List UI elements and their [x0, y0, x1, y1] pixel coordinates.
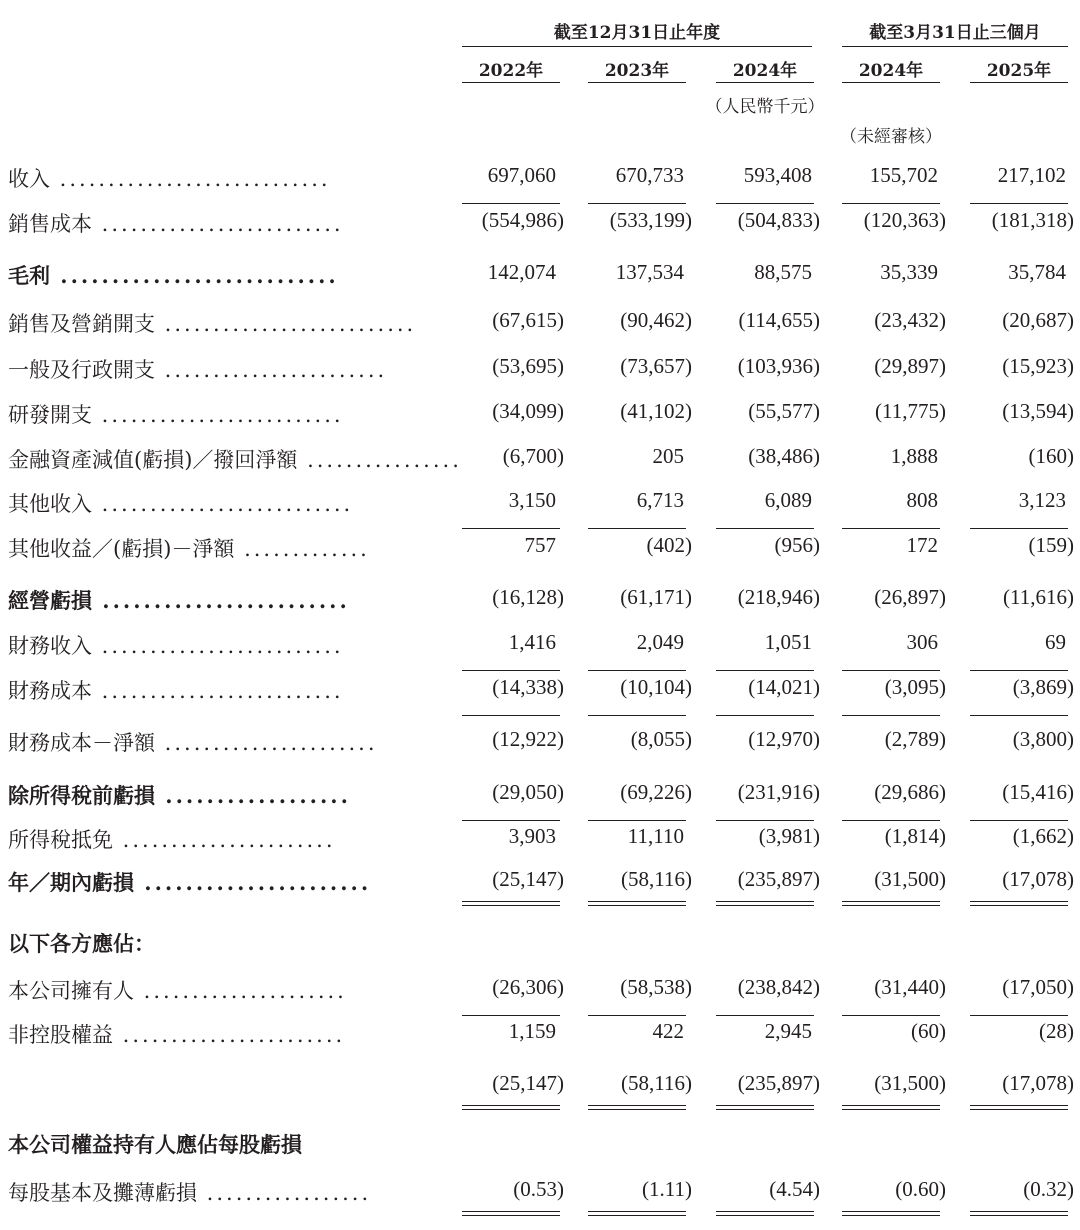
total-double-rule [716, 1211, 814, 1216]
row-label [8, 260, 339, 290]
row-value: 137,534 [615, 260, 684, 284]
subtotal-rule [462, 203, 560, 204]
row-label [8, 354, 387, 384]
leader-dots: ......................... [92, 634, 344, 658]
row-label [8, 780, 351, 810]
row-value: (2,789) [884, 727, 946, 751]
row-value: (31,500) [874, 1071, 946, 1095]
row-value: (1,814) [884, 824, 946, 848]
subtotal-rule [970, 715, 1068, 716]
row-value: (12,970) [748, 727, 820, 751]
row-value: (13,594) [1002, 399, 1074, 423]
row-value: (218,946) [737, 585, 820, 609]
group-header-year: 截至12月31日止年度 [553, 23, 721, 43]
total-double-rule [970, 1211, 1068, 1216]
subtotal-rule [842, 715, 940, 716]
total-double-rule [842, 1211, 940, 1216]
subtotal-rule [970, 1015, 1068, 1016]
row-value: 88,575 [754, 260, 812, 284]
row-value: (20,687) [1002, 308, 1074, 332]
row-value: (29,686) [874, 780, 946, 804]
subtotal-rule [462, 1015, 560, 1016]
row-value: (25,147) [492, 1071, 564, 1095]
row-value: (25,147) [492, 867, 564, 891]
leader-dots: ..................... [134, 979, 347, 1003]
row-value: (60) [911, 1019, 946, 1043]
row-label-text: 銷售成本 [8, 212, 92, 236]
row-value: (11,616) [1003, 585, 1074, 609]
leader-dots: ........................ [92, 588, 350, 613]
row-value: (10,104) [620, 675, 692, 699]
subtotal-rule [842, 820, 940, 821]
row-label [8, 533, 370, 563]
row-value: (6,700) [502, 444, 564, 468]
row-value: 172 [906, 533, 938, 557]
row-label [8, 1019, 345, 1049]
row-value: (61,171) [620, 585, 692, 609]
leader-dots: ........................... [50, 263, 339, 288]
leader-dots: ......................... [92, 679, 344, 703]
row-value: 1,051 [764, 630, 812, 654]
col-header-2022: 2022年 [478, 61, 544, 81]
subtotal-rule [970, 670, 1068, 671]
row-value: 3,903 [508, 824, 556, 848]
row-value: 3,123 [1018, 488, 1066, 512]
row-value: (159) [1028, 533, 1074, 557]
leader-dots: .......................... [155, 312, 417, 336]
row-value: (58,116) [621, 867, 692, 891]
row-label [8, 399, 344, 429]
row-label-text: 一般及行政開支 [8, 358, 155, 382]
total-double-rule [462, 1211, 560, 1216]
row-value: (238,842) [737, 975, 820, 999]
leader-dots: ................. [197, 1181, 372, 1205]
row-value: (23,432) [874, 308, 946, 332]
row-value: (3,095) [884, 675, 946, 699]
col-header-rule [716, 82, 814, 83]
col-header-2025-q1: 2025年 [986, 61, 1052, 81]
row-value: (38,486) [748, 444, 820, 468]
total-double-rule [588, 1211, 686, 1216]
row-value: (956) [774, 533, 820, 557]
unaudited-note: （未經審核） [840, 127, 942, 147]
leader-dots: ................ [297, 448, 462, 472]
row-label-text: 每股基本及攤薄虧損 [8, 1181, 197, 1205]
row-value: (0.32) [1023, 1177, 1074, 1201]
row-label [8, 585, 350, 615]
subtotal-rule [588, 670, 686, 671]
currency-note: （人民幣千元） [705, 97, 825, 117]
row-value: 670,733 [615, 163, 684, 187]
col-header-rule [462, 82, 560, 83]
row-label-text: 研發開支 [8, 403, 92, 427]
row-value: 306 [906, 630, 938, 654]
group-header-quarter-rule [842, 46, 1068, 47]
subtotal-rule [462, 715, 560, 716]
row-value: 422 [652, 1019, 684, 1043]
row-label-text: 除所得稅前虧損 [8, 783, 155, 808]
row-value: (17,050) [1002, 975, 1074, 999]
row-label [8, 1129, 302, 1159]
row-value: (26,897) [874, 585, 946, 609]
row-value: (0.53) [513, 1177, 564, 1201]
subtotal-rule [716, 670, 814, 671]
row-label [8, 867, 371, 897]
row-value: 142,074 [487, 260, 556, 284]
row-value: (3,869) [1012, 675, 1074, 699]
leader-dots: ...................... [134, 870, 372, 895]
subtotal-rule [462, 670, 560, 671]
row-label [8, 727, 378, 757]
row-value: 593,408 [743, 163, 812, 187]
row-value: (31,440) [874, 975, 946, 999]
subtotal-rule [970, 203, 1068, 204]
row-value: (26,306) [492, 975, 564, 999]
row-value: (14,338) [492, 675, 564, 699]
row-value: 1,888 [890, 444, 938, 468]
leader-dots: ............................ [50, 167, 331, 191]
subtotal-rule [970, 820, 1068, 821]
row-label-text: 非控股權益 [8, 1023, 113, 1047]
leader-dots: ......................... [92, 403, 344, 427]
total-double-rule [970, 901, 1068, 906]
row-label-text: 毛利 [8, 263, 50, 288]
leader-dots: .................. [155, 783, 351, 808]
subtotal-rule [588, 820, 686, 821]
row-value: 155,702 [869, 163, 938, 187]
total-double-rule [588, 901, 686, 906]
group-header-year-rule [462, 46, 812, 47]
total-double-rule [462, 901, 560, 906]
row-value: (533,199) [609, 208, 692, 232]
subtotal-rule [588, 528, 686, 529]
col-header-2024: 2024年 [732, 61, 798, 81]
row-label-text: 財務成本－淨額 [8, 731, 155, 755]
subtotal-rule [716, 820, 814, 821]
row-value: (235,897) [737, 867, 820, 891]
row-value: (15,416) [1002, 780, 1074, 804]
row-value: (53,695) [492, 354, 564, 378]
leader-dots: ............. [234, 537, 370, 561]
subtotal-rule [462, 528, 560, 529]
row-label-text: 年／期內虧損 [8, 870, 134, 895]
row-label-text: 其他收益／(虧損)－淨額 [8, 537, 235, 561]
leader-dots: ....................... [155, 358, 388, 382]
row-value: 757 [524, 533, 556, 557]
row-value: (12,922) [492, 727, 564, 751]
col-header-rule [970, 82, 1068, 83]
leader-dots: ......................... [92, 212, 344, 236]
row-value: (8,055) [630, 727, 692, 751]
row-label-text: 銷售及營銷開支 [8, 312, 155, 336]
row-value: 697,060 [487, 163, 556, 187]
row-value: (17,078) [1002, 1071, 1074, 1095]
row-value: (28) [1039, 1019, 1074, 1043]
row-label-text: 財務收入 [8, 634, 92, 658]
total-double-rule [716, 1105, 814, 1110]
row-label [8, 824, 336, 854]
subtotal-rule [588, 1015, 686, 1016]
row-value: 35,339 [880, 260, 938, 284]
row-label-text: 其他收入 [8, 492, 92, 516]
row-value: 6,089 [764, 488, 812, 512]
row-label-text: 財務成本 [8, 679, 92, 703]
row-label [8, 163, 331, 193]
row-value: (14,021) [748, 675, 820, 699]
row-label-text: 收入 [8, 167, 50, 191]
row-value: (15,923) [1002, 354, 1074, 378]
row-value: (41,102) [620, 399, 692, 423]
row-value: 6,713 [636, 488, 684, 512]
row-value: (58,538) [620, 975, 692, 999]
row-value: (67,615) [492, 308, 564, 332]
row-value: (34,099) [492, 399, 564, 423]
row-label-text: 以下各方應佔： [8, 931, 155, 956]
row-label [8, 308, 416, 338]
row-value: (4.54) [769, 1177, 820, 1201]
subtotal-rule [716, 203, 814, 204]
row-value: (3,981) [758, 824, 820, 848]
row-value: (103,936) [737, 354, 820, 378]
row-value: (16,128) [492, 585, 564, 609]
row-label-text: 本公司擁有人 [8, 979, 134, 1003]
row-value: 11,110 [627, 824, 684, 848]
row-value: (181,318) [991, 208, 1074, 232]
total-double-rule [842, 901, 940, 906]
row-label [8, 1177, 371, 1207]
row-value: 69 [1045, 630, 1066, 654]
leader-dots: ....................... [113, 1023, 346, 1047]
col-header-2023: 2023年 [604, 61, 670, 81]
row-label [8, 208, 344, 238]
row-label-text: 本公司權益持有人應佔每股虧損 [8, 1132, 302, 1157]
row-value: (73,657) [620, 354, 692, 378]
total-double-rule [970, 1105, 1068, 1110]
group-header-quarter: 截至3月31日止三個月 [869, 23, 1041, 43]
col-header-rule [588, 82, 686, 83]
subtotal-rule [716, 715, 814, 716]
row-value: (114,655) [738, 308, 820, 332]
row-label [8, 928, 155, 958]
row-value: (160) [1028, 444, 1074, 468]
row-value: (90,462) [620, 308, 692, 332]
row-value: (554,986) [481, 208, 564, 232]
row-label-text: 所得稅抵免 [8, 828, 113, 852]
row-value: (69,226) [620, 780, 692, 804]
row-value: (235,897) [737, 1071, 820, 1095]
subtotal-rule [588, 203, 686, 204]
row-label [8, 444, 462, 474]
row-value: 217,102 [997, 163, 1066, 187]
row-label-text: 經營虧損 [8, 588, 92, 613]
row-value: 3,150 [508, 488, 556, 512]
row-value: (120,363) [863, 208, 946, 232]
col-header-rule [842, 82, 940, 83]
subtotal-rule [716, 1015, 814, 1016]
row-value: (55,577) [748, 399, 820, 423]
subtotal-rule [970, 528, 1068, 529]
total-double-rule [716, 901, 814, 906]
row-label-text: 金融資產減值(虧損)／撥回淨額 [8, 448, 298, 472]
row-value: (504,833) [737, 208, 820, 232]
subtotal-rule [842, 670, 940, 671]
row-value: 2,945 [764, 1019, 812, 1043]
total-double-rule [842, 1105, 940, 1110]
row-value: (1.11) [642, 1177, 692, 1201]
row-value: 205 [652, 444, 684, 468]
total-double-rule [462, 1105, 560, 1110]
row-value: (0.60) [895, 1177, 946, 1201]
row-value: (29,050) [492, 780, 564, 804]
row-value: (58,116) [621, 1071, 692, 1095]
subtotal-rule [588, 715, 686, 716]
row-label [8, 488, 353, 518]
subtotal-rule [842, 528, 940, 529]
col-header-2024-q1: 2024年 [858, 61, 924, 81]
row-value: (231,916) [737, 780, 820, 804]
subtotal-rule [716, 528, 814, 529]
row-value: (402) [646, 533, 692, 557]
row-label [8, 630, 344, 660]
row-value: 35,784 [1008, 260, 1066, 284]
row-value: 1,416 [508, 630, 556, 654]
row-value: 1,159 [508, 1019, 556, 1043]
leader-dots: ...................... [113, 828, 336, 852]
row-value: (11,775) [875, 399, 946, 423]
row-label [8, 975, 347, 1005]
subtotal-rule [842, 203, 940, 204]
row-value: (1,662) [1012, 824, 1074, 848]
subtotal-rule [842, 1015, 940, 1016]
row-value: 2,049 [636, 630, 684, 654]
row-value: (17,078) [1002, 867, 1074, 891]
row-value: 808 [906, 488, 938, 512]
subtotal-rule [462, 820, 560, 821]
leader-dots: ...................... [155, 731, 378, 755]
total-double-rule [588, 1105, 686, 1110]
row-value: (29,897) [874, 354, 946, 378]
row-label [8, 675, 344, 705]
row-value: (31,500) [874, 867, 946, 891]
row-value: (3,800) [1012, 727, 1074, 751]
leader-dots: .......................... [92, 492, 354, 516]
